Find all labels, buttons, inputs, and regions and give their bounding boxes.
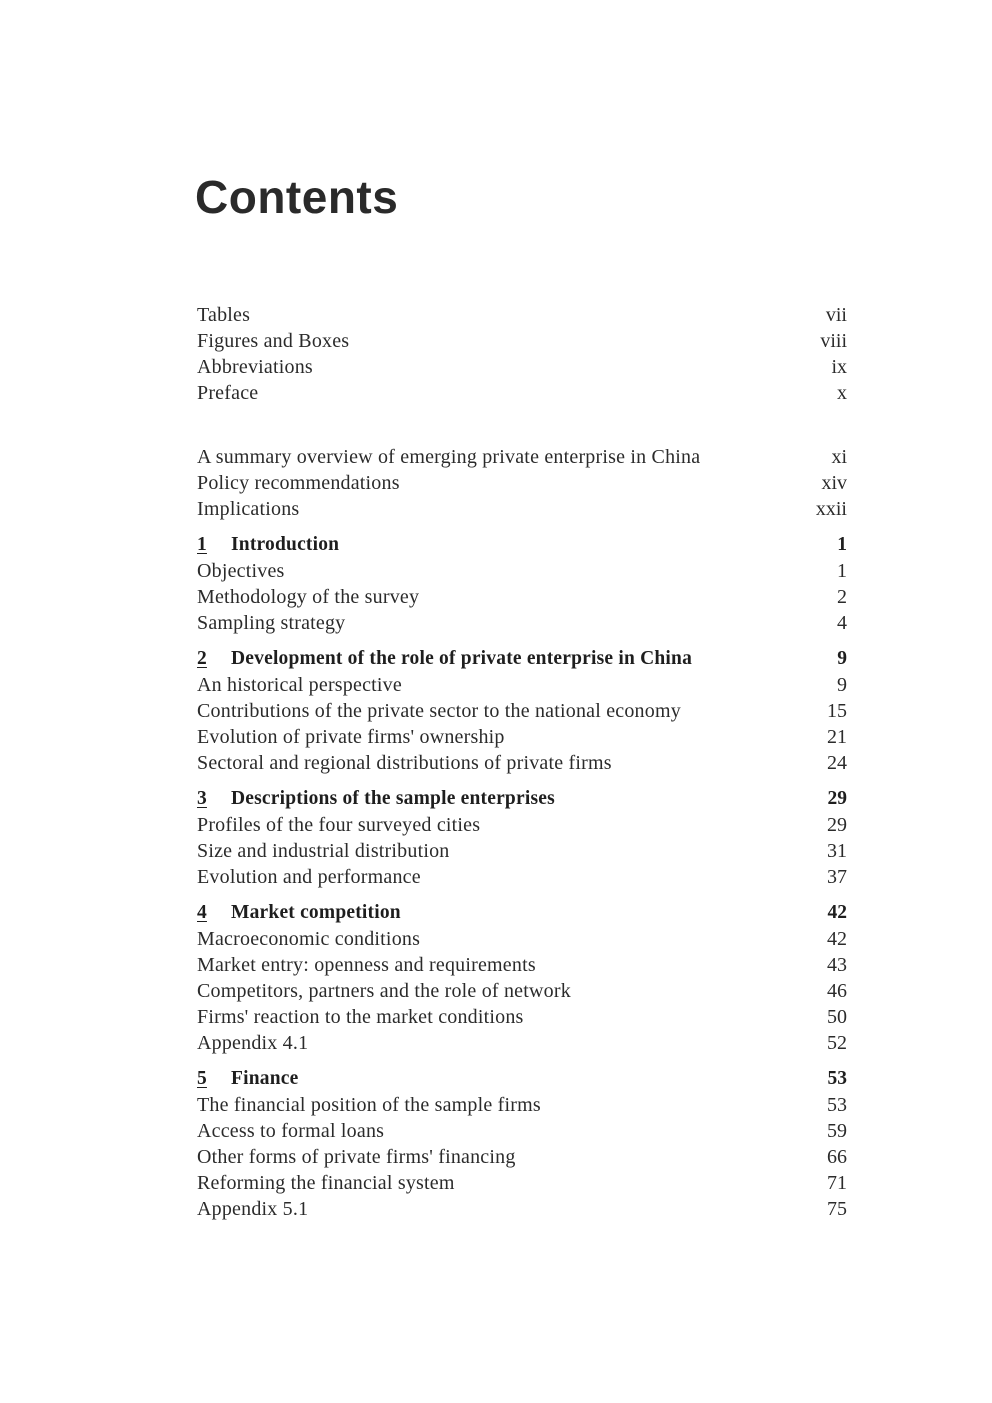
toc-entry-tables: [197, 302, 847, 328]
toc-entry: [197, 978, 847, 1004]
toc-entry: [197, 926, 847, 952]
toc-entry-text: Sampling strategy: [197, 612, 346, 634]
toc-page-number: 2: [837, 586, 847, 608]
toc-entry-text: Appendix 4.1: [197, 1032, 309, 1054]
toc-entry-text: Tables: [197, 304, 251, 326]
toc-page-number: 9: [837, 648, 847, 669]
chapter-heading: [197, 532, 847, 558]
toc-entry: [197, 724, 847, 750]
toc-entry: [197, 750, 847, 776]
toc-page-number: viii: [820, 330, 847, 352]
chapter-2: [197, 646, 847, 776]
toc-entry: [197, 698, 847, 724]
toc-entry-text: The financial position of the sample firms: [197, 1094, 541, 1116]
toc-page-number: 43: [827, 954, 847, 976]
toc-entry-text: Other forms of private firms' financing: [197, 1146, 516, 1168]
toc-entry-text: Size and industrial distribution: [197, 840, 450, 862]
chapter-number: 1: [197, 534, 207, 555]
chapter-heading: [197, 786, 847, 812]
chapter-heading: [197, 900, 847, 926]
toc-page-number: 53: [827, 1094, 847, 1116]
toc-page-number: 21: [827, 726, 847, 748]
toc-page-number: 59: [827, 1120, 847, 1142]
toc-entry-text: Implications: [197, 498, 300, 520]
toc-page-number: 29: [827, 814, 847, 836]
chapter-number: 3: [197, 788, 207, 809]
toc-entry-text: Sectoral and regional distributions of private firms: [197, 752, 612, 774]
toc-page-number: 4: [837, 612, 847, 634]
toc-entry-text: Macroeconomic conditions: [197, 928, 421, 950]
toc-entry: [197, 1144, 847, 1170]
toc-entry-text: Market entry: openness and requirements: [197, 954, 536, 976]
toc-entry: [197, 864, 847, 890]
toc-page-number: 1: [837, 560, 847, 582]
toc-entry-text: Preface: [197, 382, 259, 404]
toc-entry: [197, 952, 847, 978]
front-matter: [197, 302, 847, 406]
toc-entry-text: Methodology of the survey: [197, 586, 420, 608]
toc-page-number: xxii: [815, 498, 847, 520]
toc-entry-text: An historical perspective: [197, 674, 402, 696]
toc-page-number: ix: [831, 356, 847, 378]
toc-entry-text: Access to formal loans: [197, 1120, 385, 1142]
toc-page-number: 66: [827, 1146, 847, 1168]
toc-page-number: 42: [827, 902, 847, 923]
toc-entry-text: Evolution and performance: [197, 866, 421, 888]
toc-entry-text: Profiles of the four surveyed cities: [197, 814, 481, 836]
toc-page-number: 29: [827, 788, 847, 809]
toc-page-number: xi: [831, 446, 847, 468]
toc-page-number: vii: [825, 304, 847, 326]
toc-entry: [197, 610, 847, 636]
toc-page-number: 15: [827, 700, 847, 722]
chapter-heading: [197, 646, 847, 672]
toc-entry-figures-and-boxes: [197, 328, 847, 354]
chapter-heading: [197, 1066, 847, 1092]
chapter-title: Market competition: [231, 902, 401, 923]
toc-entry-text: Abbreviations: [197, 356, 313, 378]
toc-page-number: 53: [827, 1068, 847, 1089]
chapter-4: [197, 900, 847, 1056]
toc-entry: [197, 584, 847, 610]
toc-page-number: x: [837, 382, 847, 404]
toc-entry-summary-overview: [197, 444, 847, 470]
toc-entry-preface: [197, 380, 847, 406]
toc-entry-text: Objectives: [197, 560, 285, 582]
chapter-title: Introduction: [231, 534, 340, 555]
toc-entry-implications: [197, 496, 847, 522]
toc-entry-text: Contributions of the private sector to the national economy: [197, 700, 681, 722]
toc-entry-text: A summary overview of emerging private enterprise in China: [197, 446, 701, 468]
toc-page-number: 37: [827, 866, 847, 888]
toc-page-number: xiv: [821, 472, 847, 494]
toc-entry-policy-recommendations: [197, 470, 847, 496]
toc-page-number: 75: [827, 1198, 847, 1220]
toc-entry: [197, 1030, 847, 1056]
summary-section: [197, 444, 847, 522]
toc-entry: [197, 1170, 847, 1196]
toc-entry: [197, 1092, 847, 1118]
toc-page-number: 1: [837, 534, 847, 555]
toc-page-number: 42: [827, 928, 847, 950]
chapter-number: 4: [197, 902, 207, 923]
chapter-number: 2: [197, 648, 207, 669]
chapter-1: [197, 532, 847, 636]
chapter-number: 5: [197, 1068, 207, 1089]
chapter-title: Development of the role of private enterprise in China: [231, 648, 693, 669]
toc-entry-text: Reforming the financial system: [197, 1172, 455, 1194]
toc-page-number: 71: [827, 1172, 847, 1194]
chapter-title: Finance: [231, 1068, 299, 1089]
table-of-contents: [197, 302, 847, 1222]
toc-entry: [197, 558, 847, 584]
toc-page-number: 9: [837, 674, 847, 696]
toc-entry-text: Evolution of private firms' ownership: [197, 726, 505, 748]
toc-entry: [197, 1118, 847, 1144]
toc-page-number: 52: [827, 1032, 847, 1054]
toc-entry-text: Firms' reaction to the market conditions: [197, 1006, 524, 1028]
toc-page-number: 46: [827, 980, 847, 1002]
toc-entry-text: Policy recommendations: [197, 472, 400, 494]
toc-page-number: 50: [827, 1006, 847, 1028]
toc-entry: [197, 812, 847, 838]
chapter-title: Descriptions of the sample enterprises: [231, 788, 555, 809]
chapter-3: [197, 786, 847, 890]
toc-entry-text: Appendix 5.1: [197, 1198, 309, 1220]
toc-entry-text: Figures and Boxes: [197, 330, 350, 352]
toc-entry-abbreviations: [197, 354, 847, 380]
toc-entry: [197, 838, 847, 864]
page-title: Contents: [195, 171, 399, 223]
toc-page-number: 24: [827, 752, 847, 774]
toc-page-number: 31: [827, 840, 847, 862]
toc-entry: [197, 1004, 847, 1030]
toc-entry-text: Competitors, partners and the role of network: [197, 980, 571, 1002]
toc-entry: [197, 1196, 847, 1222]
toc-entry: [197, 672, 847, 698]
chapter-5: [197, 1066, 847, 1222]
